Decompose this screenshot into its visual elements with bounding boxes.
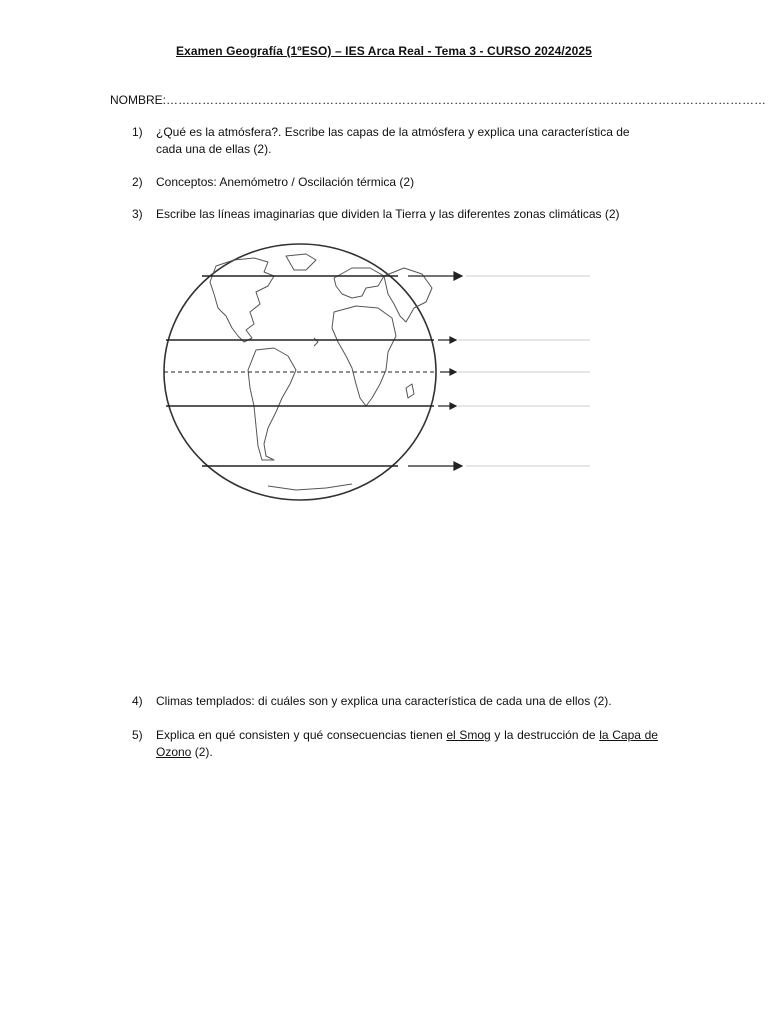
question-text: Climas templados: di cuáles son y explica una característica de cada una de ellos (2).: [156, 694, 612, 708]
arrow-head-icon: [454, 272, 462, 280]
arrow-head-icon: [450, 337, 456, 343]
world-map-diagram: [156, 238, 606, 516]
arrow-head-icon: [450, 369, 456, 375]
term-ozone-layer: la Capa de Ozono: [156, 728, 658, 759]
term-smog: el Smog: [446, 728, 491, 742]
question-number: 5): [132, 728, 143, 742]
answer-lines: [458, 276, 590, 466]
exam-title: Examen Geografía (1ºESO) – IES Arca Real - Tema 3 - CURSO 2024/2025: [176, 44, 592, 58]
question-number: 1): [132, 125, 143, 139]
arrow-head-icon: [450, 403, 456, 409]
question-number: 3): [132, 207, 143, 221]
question-text: Conceptos: Anemómetro / Oscilación térmica (2): [156, 175, 415, 189]
question-number: 4): [132, 694, 143, 708]
question-text-part: (2).: [191, 745, 213, 759]
name-field-label: NOMBRE:……………………………………………………………………………………………………………………………………: [110, 93, 767, 107]
question-text: ¿Qué es la atmósfera?. Escribe las capas de la atmósfera y explica una característica de cada una de ellas (2).: [156, 125, 630, 156]
question-text: Escribe las líneas imaginarias que dividen la Tierra y las diferentes zonas climáticas (2): [156, 207, 620, 221]
question-number: 2): [132, 175, 143, 189]
question-text-part: Explica en qué consisten y qué consecuencias tienen: [156, 728, 447, 742]
question-text-part: y la destrucción de: [490, 728, 600, 742]
arrow-head-icon: [454, 462, 462, 470]
question-text: [156, 727, 658, 761]
